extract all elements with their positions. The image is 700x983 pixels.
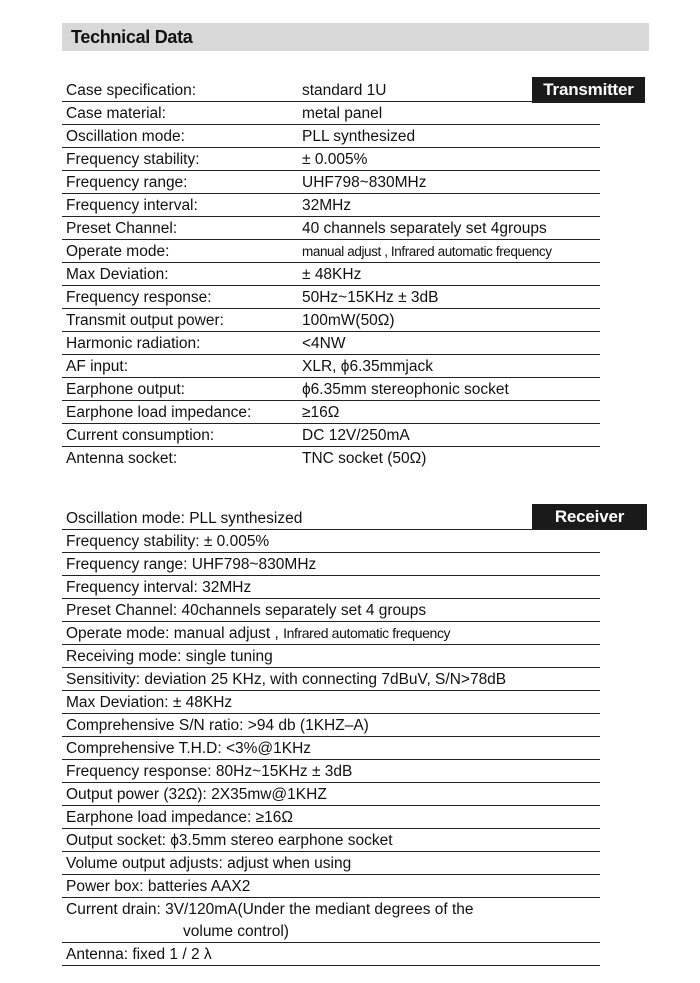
spec-label: Max Deviation:: [66, 266, 169, 283]
spec-text: Frequency response: 80Hz~15KHz ± 3dB: [66, 763, 353, 780]
spec-value: ± 0.005%: [302, 151, 368, 168]
spec-label: AF input:: [66, 358, 129, 375]
spec-text: Volume output adjusts: adjust when using: [66, 855, 352, 872]
spec-text: Frequency range: UHF798~830MHz: [66, 556, 317, 573]
spec-value: standard 1U: [302, 82, 387, 99]
spec-label: Frequency stability:: [66, 151, 200, 168]
receiver-tag: Receiver: [532, 504, 647, 530]
spec-label: Current consumption:: [66, 427, 215, 444]
spec-value: <4NW: [302, 335, 346, 352]
spec-value: ϕ6.35mm stereophonic socket: [302, 381, 509, 398]
spec-text: Comprehensive T.H.D: <3%@1KHz: [66, 740, 312, 757]
spec-label: Oscillation mode:: [66, 128, 185, 145]
table-row: [62, 691, 600, 714]
spec-value: DC 12V/250mA: [302, 427, 410, 444]
spec-value: 40 channels separately set 4groups: [302, 220, 547, 237]
spec-text: Receiving mode: single tuning: [66, 648, 273, 665]
table-row: [62, 125, 600, 148]
spec-label: Transmit output power:: [66, 312, 224, 329]
spec-text: Current drain: 3V/120mA(Under the mediant degrees of the: [66, 901, 474, 918]
table-row: [62, 829, 600, 852]
table-row: [62, 309, 600, 332]
table-row: [62, 852, 600, 875]
spec-value: UHF798~830MHz: [302, 174, 427, 191]
spec-text: Oscillation mode: PLL synthesized: [66, 510, 303, 527]
table-row: [62, 760, 600, 783]
spec-text: Earphone load impedance: ≥16Ω: [66, 809, 293, 826]
table-row: [62, 447, 600, 470]
spec-value: manual adjust , Infrared automatic frequency: [302, 244, 552, 259]
table-row: [62, 530, 600, 553]
spec-label: Case specification:: [66, 82, 197, 99]
spec-value: XLR, ϕ6.35mmjack: [302, 358, 434, 375]
spec-text-continuation: volume control): [183, 923, 289, 940]
table-row: [62, 401, 600, 424]
spec-text: Max Deviation: ± 48KHz: [66, 694, 233, 711]
table-row: [62, 507, 600, 530]
table-row: [62, 102, 600, 125]
table-row: [62, 553, 600, 576]
table-row: [62, 263, 600, 286]
spec-text: Sensitivity: deviation 25 KHz, with connecting 7dBuV, S/N>78dB: [66, 671, 507, 688]
page-title: Technical Data: [71, 27, 193, 47]
receiver-spec-table: [62, 507, 600, 966]
spec-label: Preset Channel:: [66, 220, 178, 237]
spec-text: Preset Channel: 40channels separately set 4 groups: [66, 602, 427, 619]
transmitter-tag: Transmitter: [532, 77, 645, 103]
spec-text: Frequency interval: 32MHz: [66, 579, 252, 596]
table-row: [62, 622, 600, 645]
spec-label: Case material:: [66, 105, 166, 122]
table-row: [62, 286, 600, 309]
spec-label: Operate mode:: [66, 243, 170, 260]
spec-label: Harmonic radiation:: [66, 335, 201, 352]
table-row: [62, 668, 600, 691]
spec-text-tail: Infrared automatic frequency: [283, 625, 451, 641]
spec-label: Frequency interval:: [66, 197, 198, 214]
table-row: [62, 599, 600, 622]
table-row: [62, 148, 600, 171]
spec-text: Comprehensive S/N ratio: >94 db (1KHZ–A): [66, 717, 369, 734]
spec-value: ± 48KHz: [302, 266, 362, 283]
table-row: [62, 355, 600, 378]
transmitter-spec-table: [62, 79, 600, 470]
table-row: [62, 943, 600, 966]
table-row: [62, 714, 600, 737]
spec-label: Earphone output:: [66, 381, 185, 398]
table-row: [62, 576, 600, 599]
spec-text: Antenna: fixed 1 / 2 λ: [66, 946, 212, 963]
spec-value: 100mW(50Ω): [302, 312, 395, 329]
table-row: [62, 645, 600, 668]
spec-value: TNC socket (50Ω): [302, 450, 427, 467]
spec-text: Frequency stability: ± 0.005%: [66, 533, 270, 550]
table-row: [62, 79, 600, 102]
table-row: [62, 378, 600, 401]
table-row: [62, 217, 600, 240]
spec-text: Output power (32Ω): 2X35mw@1KHZ: [66, 786, 327, 803]
spec-text: Output socket: ϕ3.5mm stereo earphone socket: [66, 832, 393, 849]
spec-text-main: Operate mode: manual adjust ,: [66, 625, 279, 642]
table-row: [62, 171, 600, 194]
table-row: [62, 240, 600, 263]
spec-label: Earphone load impedance:: [66, 404, 252, 421]
spec-value: ≥16Ω: [302, 404, 340, 421]
table-row: [62, 737, 600, 760]
spec-label: Frequency range:: [66, 174, 188, 191]
spec-label: Antenna socket:: [66, 450, 178, 467]
spec-value: PLL synthesized: [302, 128, 416, 145]
table-row: [62, 424, 600, 447]
table-row: [62, 806, 600, 829]
table-row: [62, 783, 600, 806]
spec-value: metal panel: [302, 105, 383, 122]
spec-value: 50Hz~15KHz ± 3dB: [302, 289, 439, 306]
spec-value: 32MHz: [302, 197, 352, 214]
table-row: [62, 332, 600, 355]
spec-text: [66, 622, 450, 645]
table-row: [62, 194, 600, 217]
table-row: [62, 898, 600, 943]
technical-data-header: [62, 23, 649, 51]
spec-label: Frequency response:: [66, 289, 212, 306]
spec-text: Power box: batteries AAX2: [66, 878, 251, 895]
table-row: [62, 875, 600, 898]
